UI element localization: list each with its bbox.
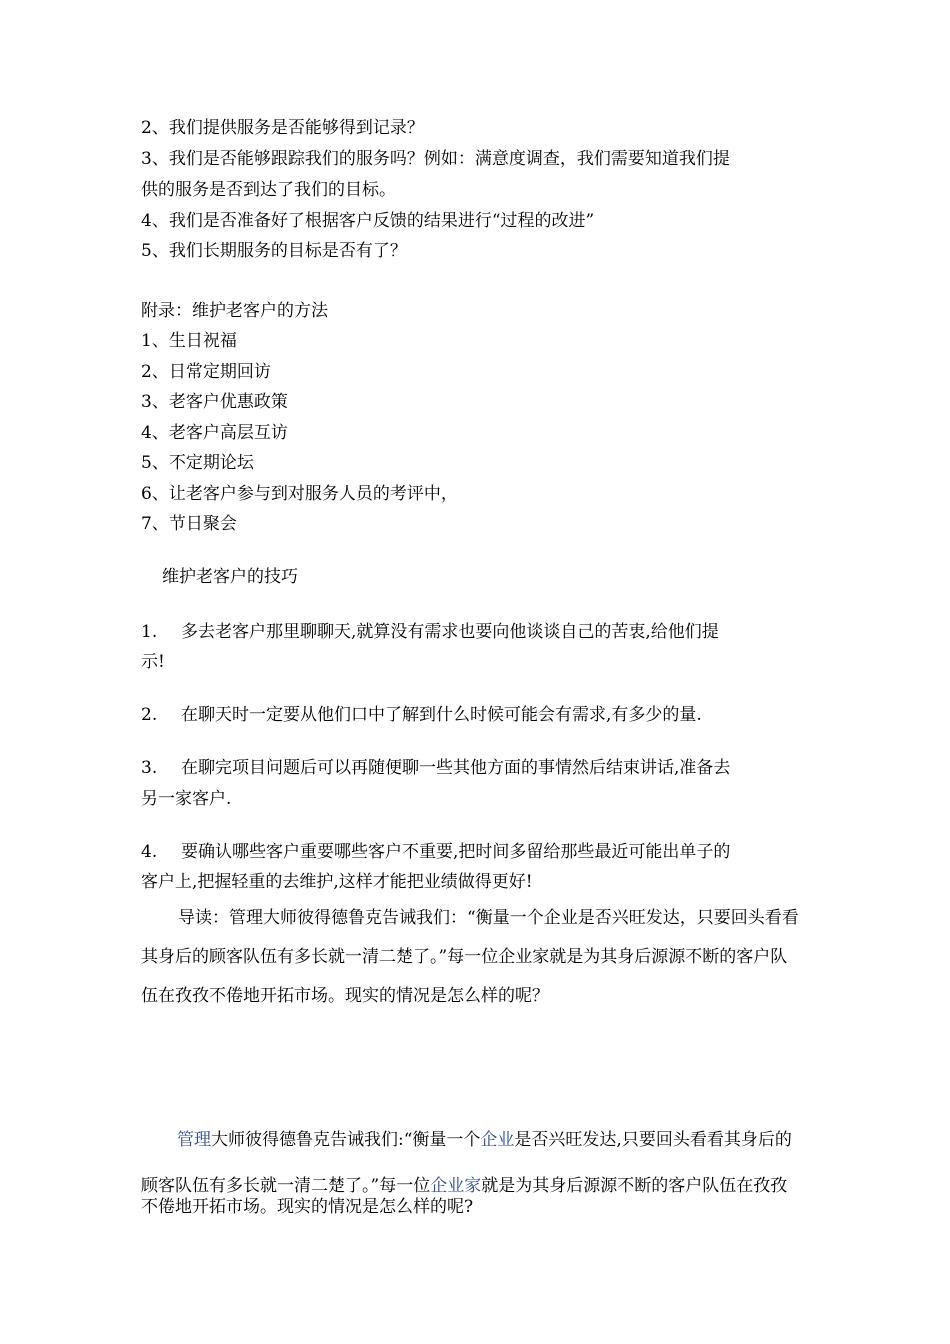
tip-number: 2. — [141, 705, 158, 725]
checklist-item: 2、我们提供服务是否能够得到记录？ — [141, 118, 424, 138]
tip-item — [141, 758, 730, 778]
tip-number: 3. — [141, 758, 158, 778]
quote-line: 不倦地开拓市场。现实的情况是怎么样的呢? — [141, 1197, 474, 1217]
tip-item — [141, 622, 719, 642]
tip-text: 要确认哪些客户重要哪些客户不重要,把时间多留给那些最近可能出单子的 — [181, 842, 731, 862]
tip-text: 在聊天时一定要从他们口中了解到什么时候可能会有需求,有多少的量. — [181, 705, 702, 725]
tip-text-continued: 示! — [141, 652, 165, 672]
quote-text: 大师彼得德鲁克告诫我们:“衡量一个 — [211, 1130, 481, 1150]
appendix-item: 3、老客户优惠政策 — [141, 392, 288, 412]
intro-paragraph-line: 导读：管理大师彼得德鲁克告诫我们：“衡量一个企业是否兴旺发达，只要回头看看 — [178, 908, 799, 928]
tip-number: 4. — [141, 842, 158, 862]
appendix-item: 7、节日聚会 — [141, 514, 237, 534]
quote-text: 是否兴旺发达,只要回头看看其身后的 — [514, 1130, 792, 1150]
tip-text-continued: 客户上,把握轻重的去维护,这样才能把业绩做得更好! — [141, 872, 533, 892]
intro-paragraph-line: 其身后的顾客队伍有多长就一清二楚了。”每一位企业家就是为其身后源源不断的客户队 — [141, 947, 788, 967]
tip-item — [141, 842, 730, 862]
quote-line — [141, 1176, 787, 1196]
link-management[interactable]: 管理 — [177, 1130, 211, 1150]
quote-text: 顾客队伍有多长就一清二楚了。”每一位 — [141, 1176, 431, 1196]
checklist-item: 4、我们是否准备好了根据客户反馈的结果进行“过程的改进” — [141, 211, 595, 231]
appendix-item: 1、生日祝福 — [141, 331, 237, 351]
appendix-item: 2、日常定期回访 — [141, 362, 271, 382]
link-enterprise[interactable]: 企业 — [480, 1130, 515, 1150]
intro-paragraph-line: 伍在孜孜不倦地开拓市场。现实的情况是怎么样的呢？ — [141, 986, 549, 1006]
quote-line — [177, 1130, 792, 1150]
appendix-title: 附录：维护老客户的方法 — [141, 301, 328, 321]
checklist-item: 3、我们是否能够跟踪我们的服务吗？例如：满意度调查，我们需要知道我们提 — [141, 149, 730, 169]
tip-text: 在聊完项目问题后可以再随便聊一些其他方面的事情然后结束讲话,准备去 — [181, 758, 731, 778]
checklist-item-continued: 供的服务是否到达了我们的目标。 — [141, 180, 396, 200]
tip-text-continued: 另一家客户. — [141, 789, 232, 809]
tip-item — [141, 705, 702, 725]
appendix-item: 4、老客户高层互访 — [141, 423, 288, 443]
tips-title: 维护老客户的技巧 — [162, 567, 298, 587]
quote-text: 就是为其身后源源不断的客户队伍在孜孜 — [481, 1176, 788, 1196]
checklist-item: 5、我们长期服务的目标是否有了？ — [141, 241, 407, 261]
appendix-item: 6、让老客户参与到对服务人员的考评中， — [141, 484, 458, 504]
link-entrepreneur[interactable]: 企业家 — [430, 1176, 482, 1196]
tip-number: 1. — [141, 622, 158, 642]
tip-text: 多去老客户那里聊聊天,就算没有需求也要向他谈谈自己的苦衷,给他们提 — [181, 622, 719, 642]
appendix-item: 5、不定期论坛 — [141, 453, 254, 473]
